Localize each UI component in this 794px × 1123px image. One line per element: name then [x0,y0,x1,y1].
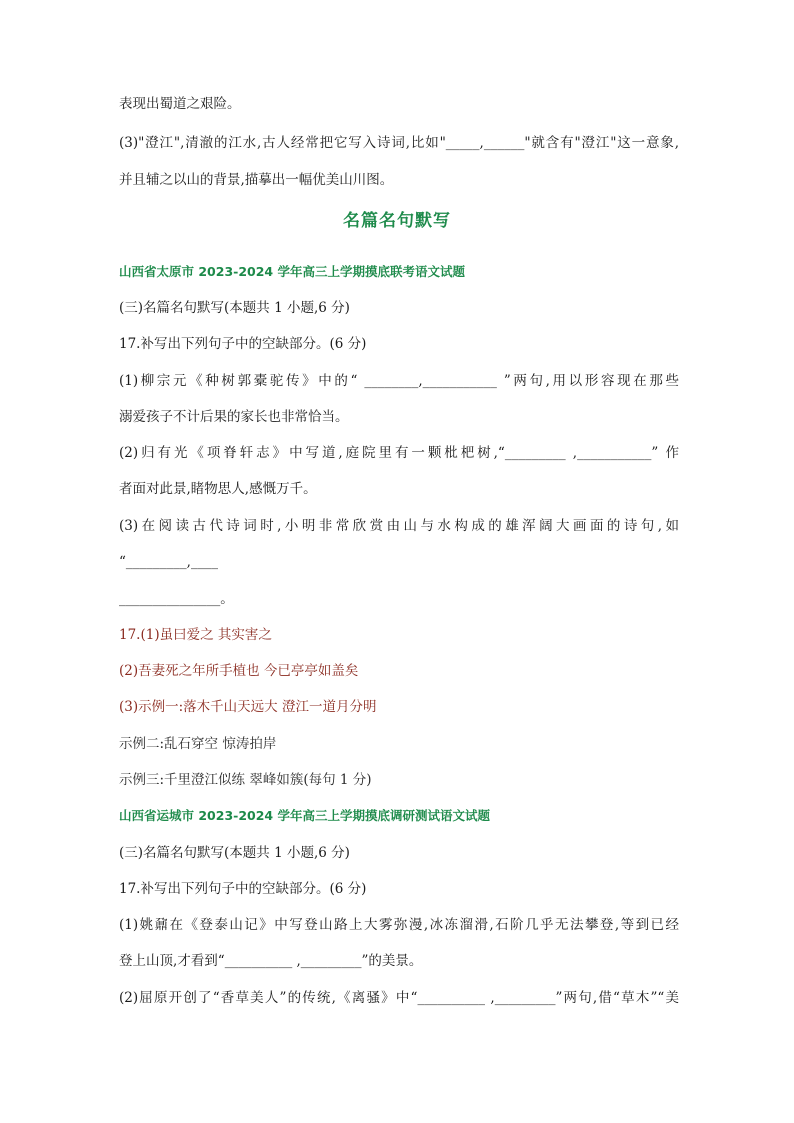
text-line: 登上山顶,才看到“__________ ,_________”的美景。 [119,953,423,969]
answer-line: (2)吾妻死之年所手植也 今已亭亭如盖矣 [119,663,359,679]
question-2-line: (2)屈原开创了“香草美人”的传统,《离骚》中“__________ ,_________”两句,借“草木”“美 [119,990,679,1006]
question-1-line: (1)姚鼐在《登泰山记》中写登山路上大雾弥漫,冰冻溜滑,石阶几乎无法攀登,等到已经 [119,917,679,933]
blank-line: _______________。 [119,591,234,607]
question-header: (三)名篇名句默写(本题共 1 小题,6 分) [119,845,350,861]
question-2-line: (2)归有光《项脊轩志》中写道,庭院里有一颗枇杷树,“_________ ,___________” 作 [119,445,679,461]
answer-line: 示例三:千里澄江似练 翠峰如簇(每句 1 分) [119,772,372,788]
question-3-line: (3)在阅读古代诗词时,小明非常欣赏由山与水构成的雄浑阔大画面的诗句,如 [119,518,679,534]
answer-line: 示例二:乱石穿空 惊涛拍岸 [119,736,277,752]
text-line: 并且辅之以山的背景,描摹出一幅优美山川图。 [119,172,394,188]
question-3-line: (3)"澄江",清澈的江水,古人经常把它写入诗词,比如"_____,______"就含有"澄江"这一意象, [119,135,679,151]
answer-line: (3)示例一:落木千山天远大 澄江一道月分明 [119,699,377,715]
source-heading: 山西省运城市 2023-2024 学年高三上学期摸底调研测试语文试题 [119,808,490,823]
text-line: 溺爱孩子不计后果的家长也非常恰当。 [119,409,349,425]
question-stem: 17.补写出下列句子中的空缺部分。(6 分) [119,336,367,352]
section-title: 名篇名句默写 [343,211,451,231]
question-header: (三)名篇名句默写(本题共 1 小题,6 分) [119,300,350,316]
text-line: 表现出蜀道之艰险。 [119,96,241,112]
blank-line: “_________,____ [119,554,218,570]
question-stem: 17.补写出下列句子中的空缺部分。(6 分) [119,881,367,897]
text-line: 者面对此景,睹物思人,感慨万千。 [119,481,317,497]
source-heading: 山西省太原市 2023-2024 学年高三上学期摸底联考语文试题 [119,264,465,279]
question-1-line: (1)柳宗元《种树郭橐驼传》中的“ ________,___________ ”两句,用以形容现在那些 [119,373,679,389]
answer-line: 17.(1)虽曰爱之 其实害之 [119,627,272,643]
